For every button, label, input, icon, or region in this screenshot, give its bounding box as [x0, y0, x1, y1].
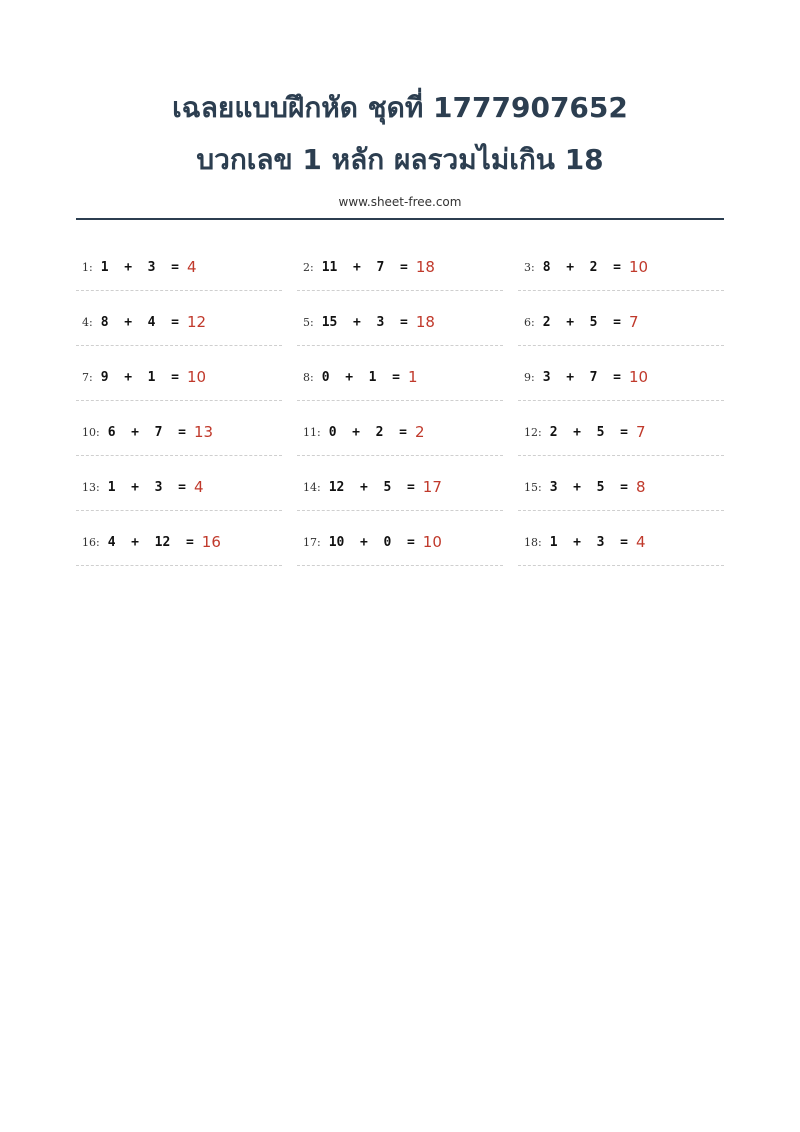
problem-item	[518, 354, 724, 401]
problem-answer: 17	[422, 478, 442, 496]
problem-expression: 3 + 7 =	[542, 369, 621, 385]
problem-number: 18:	[524, 535, 542, 549]
problem-expression: 8 + 2 =	[542, 259, 621, 275]
problem-answer: 4	[193, 478, 204, 496]
problem-expression: 12 + 5 =	[328, 479, 415, 495]
website-label: www.sheet-free.com	[338, 195, 462, 209]
title-line-1: เฉลยแบบฝึกหัด ชุดที่ 1777907652	[172, 91, 628, 124]
problem-item	[76, 299, 282, 346]
problem-expression: 9 + 1 =	[100, 369, 179, 385]
problem-number: 6:	[524, 315, 535, 329]
problem-number: 12:	[524, 425, 542, 439]
problem-answer: 10	[629, 368, 649, 386]
problem-item	[297, 519, 503, 566]
problem-item	[518, 299, 724, 346]
problem-expression: 1 + 3 =	[100, 259, 179, 275]
header-divider	[76, 218, 724, 220]
problem-item	[297, 299, 503, 346]
problem-item	[518, 464, 724, 511]
problem-answer: 18	[415, 258, 435, 276]
problem-expression: 1 + 3 =	[549, 534, 628, 550]
problem-item	[76, 519, 282, 566]
problem-answer: 12	[187, 313, 207, 331]
problem-number: 10:	[82, 425, 100, 439]
problem-item	[76, 244, 282, 291]
problem-grid	[76, 244, 724, 566]
problem-answer: 7	[635, 423, 646, 441]
problem-number: 11:	[303, 425, 321, 439]
problem-number: 15:	[524, 480, 542, 494]
problem-answer: 7	[629, 313, 639, 331]
problem-item	[297, 464, 503, 511]
problem-expression: 15 + 3 =	[321, 314, 408, 330]
problem-answer: 2	[414, 423, 425, 441]
problem-expression: 2 + 5 =	[549, 424, 628, 440]
problem-item	[76, 464, 282, 511]
title-line-2: บวกเลข 1 หลัก ผลรวมไม่เกิน 18	[196, 143, 604, 176]
problem-item	[297, 244, 503, 291]
problem-answer: 10	[629, 258, 649, 276]
problem-answer: 8	[635, 478, 646, 496]
problem-answer: 13	[193, 423, 214, 441]
problem-number: 13:	[82, 480, 100, 494]
problem-number: 14:	[303, 480, 321, 494]
problem-answer: 4	[187, 258, 197, 276]
problem-item	[518, 519, 724, 566]
problem-answer: 18	[415, 313, 435, 331]
problem-number: 2:	[303, 260, 314, 274]
problem-item	[297, 409, 503, 456]
problem-number: 7:	[82, 370, 93, 384]
problem-item	[76, 409, 282, 456]
problem-expression: 2 + 5 =	[542, 314, 621, 330]
problem-number: 3:	[524, 260, 535, 274]
problem-number: 17:	[303, 535, 321, 549]
problem-answer: 1	[408, 368, 418, 386]
problem-expression: 11 + 7 =	[321, 259, 408, 275]
problem-answer: 4	[635, 533, 646, 551]
problem-number: 9:	[524, 370, 535, 384]
problem-item	[518, 409, 724, 456]
problem-expression: 6 + 7 =	[107, 424, 186, 440]
problem-item	[518, 244, 724, 291]
problem-number: 5:	[303, 315, 314, 329]
problem-number: 1:	[82, 260, 93, 274]
problem-answer: 10	[187, 368, 207, 386]
problem-expression: 10 + 0 =	[328, 534, 415, 550]
problem-expression: 4 + 12 =	[107, 534, 194, 550]
problem-item	[76, 354, 282, 401]
problem-expression: 8 + 4 =	[100, 314, 179, 330]
worksheet-header	[0, 82, 800, 210]
problem-number: 16:	[82, 535, 100, 549]
problem-expression: 1 + 3 =	[107, 479, 186, 495]
problem-answer: 16	[201, 533, 221, 551]
problem-item	[297, 354, 503, 401]
problem-expression: 0 + 2 =	[328, 424, 407, 440]
problem-number: 8:	[303, 370, 314, 384]
problem-expression: 3 + 5 =	[549, 479, 628, 495]
problem-answer: 10	[422, 533, 442, 551]
problem-number: 4:	[82, 315, 93, 329]
problem-expression: 0 + 1 =	[321, 369, 400, 385]
